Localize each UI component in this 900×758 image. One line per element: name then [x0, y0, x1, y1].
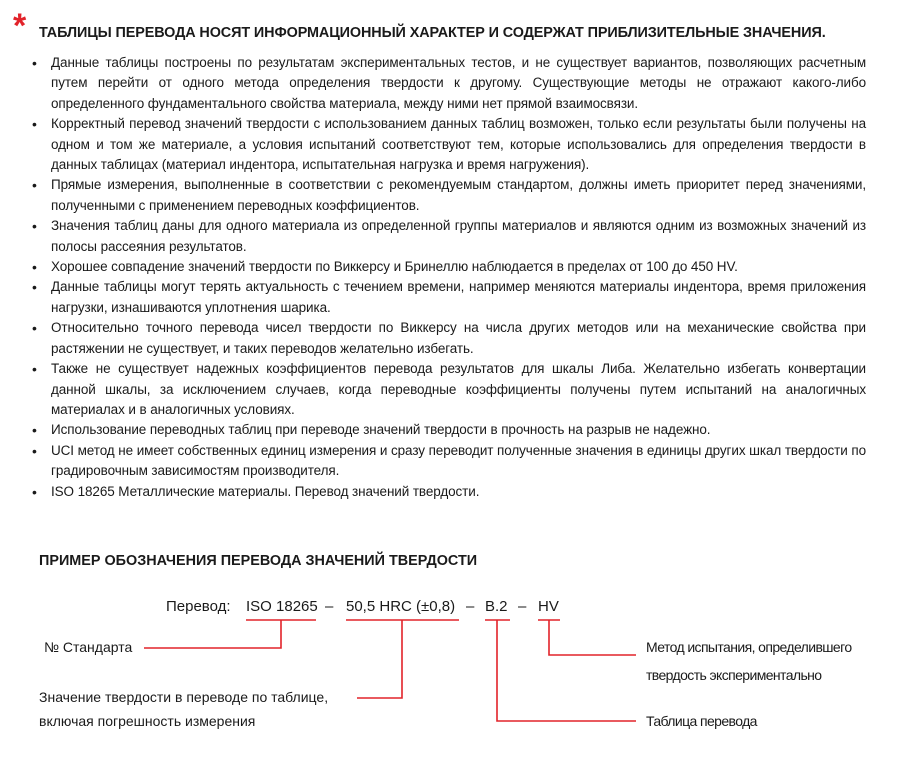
designation-table: B.2: [485, 598, 508, 615]
notes-list: [30, 53, 866, 502]
label-table: Таблица перевода: [646, 713, 757, 729]
example-heading: ПРИМЕР ОБОЗНАЧЕНИЯ ПЕРЕВОДА ЗНАЧЕНИЙ ТВЕРДОСТИ: [39, 553, 478, 569]
list-item: • Хорошее совпадение значений твердости по Виккерсу и Бринеллю наблюдается в пределах от 100 до 450 HV.: [30, 257, 866, 277]
list-item: • Данные таблицы построены по результатам экспериментальных тестов, и не существует вариантов, позволяющих расчетным путем перейти от одного метода определения твердости к другому. Существующие методы не отражают какого-либо определенного фундаментального свойства материала, между ними нет прямой взаимосвязи.: [30, 53, 866, 114]
designation-value: 50,5 HRC (±0,8): [346, 598, 456, 615]
list-item: • Значения таблиц даны для одного материала из определенной группы материалов и являются одним из возможных значений из полосы рассеяния результатов.: [30, 216, 866, 257]
connector-value: [357, 620, 402, 698]
label-method-line2: твердость экспериментально: [646, 667, 822, 683]
document-title: ТАБЛИЦЫ ПЕРЕВОДА НОСЯТ ИНФОРМАЦИОННЫЙ ХАРАКТЕР И СОДЕРЖАТ ПРИБЛИЗИТЕЛЬНЫЕ ЗНАЧЕНИЯ.: [39, 25, 826, 41]
label-value-line1: Значение твердости в переводе по таблице,: [39, 689, 329, 705]
list-item: • Данные таблицы могут терять актуальность с течением времени, например меняются материалы индентора, время приложения нагрузки, изнашиваются уплотнения шарика.: [30, 277, 866, 318]
list-item: • Использование переводных таблиц при переводе значений твердости в прочность на разрыв не надежно.: [30, 420, 866, 440]
asterisk-mark: *: [13, 7, 27, 45]
list-item: • Прямые измерения, выполненные в соответствии с рекомендуемым стандартом, должны иметь приоритет перед значениями, полученными с применением переводных коэффициентов.: [30, 175, 866, 216]
list-item: • ISO 18265 Металлические материалы. Перевод значений твердости.: [30, 482, 866, 502]
label-standard: № Стандарта: [44, 639, 133, 655]
label-method-line1: Метод испытания, определившего: [646, 639, 852, 655]
label-value-line2: включая погрешность измерения: [39, 713, 256, 729]
designation-standard: ISO 18265: [246, 598, 318, 615]
list-item: • UCI метод не имеет собственных единиц измерения и сразу переводит полученные значения в единицы других шкал твердости по градировочным зависимостям производителя.: [30, 441, 866, 482]
list-item: • Относительно точного перевода чисел твердости по Виккерсу на числа других методов или на механические свойства при растяжении не существует, и таких переводов желательно избегать.: [30, 318, 866, 359]
connector-table: [497, 620, 636, 721]
list-item: • Также не существует надежных коэффициентов перевода результатов для шкалы Либа. Желательно избегать конвертации данной шкалы, за исключением случаев, когда переводные коэффициенты получены путем испытаний на аналогичных материалах и в аналогичных условиях.: [30, 359, 866, 420]
designation-dash: –: [518, 598, 527, 615]
list-item: • Корректный перевод значений твердости с использованием данных таблиц возможен, только если результаты были получены на одном и том же материале, а условия испытаний соответствуют тем, которые использовались для определения твердости в данных таблицах (материал индентора, испытательная нагрузка и время нагружения).: [30, 114, 866, 175]
connector-standard: [144, 620, 281, 648]
designation-dash: –: [325, 598, 334, 615]
connector-method: [549, 620, 636, 655]
designation-prefix: Перевод:: [166, 598, 231, 615]
designation-dash: –: [466, 598, 475, 615]
designation-method: HV: [538, 598, 559, 615]
